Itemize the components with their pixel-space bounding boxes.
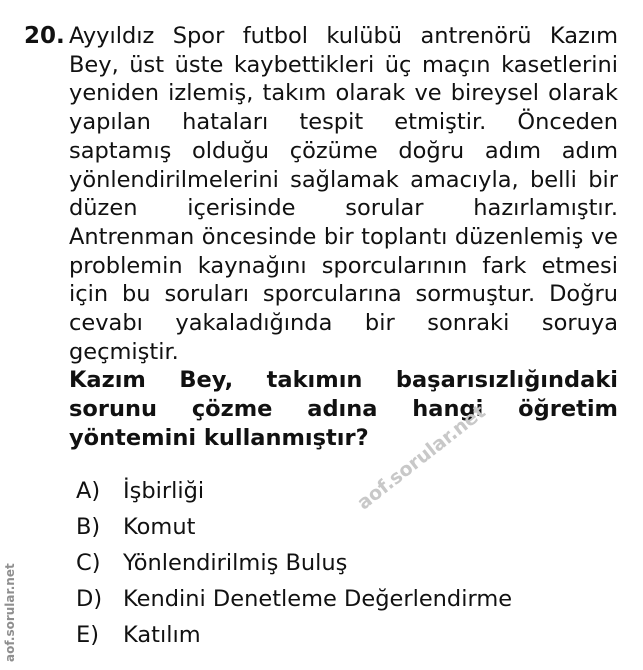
option-text: Yönlendirilmiş Buluş (123, 550, 348, 576)
option-text: İşbirliği (123, 478, 205, 504)
option-a[interactable] (76, 476, 512, 512)
option-text: Katılım (123, 622, 201, 648)
question-stem: Ayyıldız Spor futbol kulübü antrenörü Kazım Bey, üst üste kaybettikleri üç maçın kasetlerini yeniden izlemiş, takım olarak ve bireysel olarak yapılan hataları tespit etmiştir. Önceden saptamış olduğu çözüme doğru adım adım yönlendirilmelerini sağlamak amacıyla, belli bir düzen içerisinde sorular hazırlamıştır. Antrenman öncesinde bir toplantı düzenlemiş ve problemin kaynağını sporcularının fark etmesi için bu soruları sporcularına sormuştur. Doğru cevabı yakaladığında bir sonraki soruya geçmiştir. (69, 23, 618, 365)
question-number: 20. (24, 23, 65, 49)
option-b[interactable] (76, 512, 512, 548)
option-letter: C) (76, 550, 101, 576)
option-text: Kendini Denetleme Değerlendirme (123, 586, 513, 612)
option-e[interactable] (76, 620, 512, 656)
answer-options (76, 476, 512, 656)
option-c[interactable] (76, 548, 512, 584)
side-watermark: aof.sorular.net (3, 563, 17, 662)
option-letter: B) (76, 514, 101, 540)
option-letter: D) (76, 586, 103, 612)
diagonal-watermark: aof.sorular.net (353, 400, 490, 515)
question-prompt: Kazım Bey, takımın başarısızlığındaki sorunu çözme adına hangi öğretim yöntemini kullanmıştır? (69, 367, 618, 451)
option-d[interactable] (76, 584, 512, 620)
option-text: Komut (123, 514, 196, 540)
option-letter: A) (76, 478, 101, 504)
option-letter: E) (76, 622, 99, 648)
